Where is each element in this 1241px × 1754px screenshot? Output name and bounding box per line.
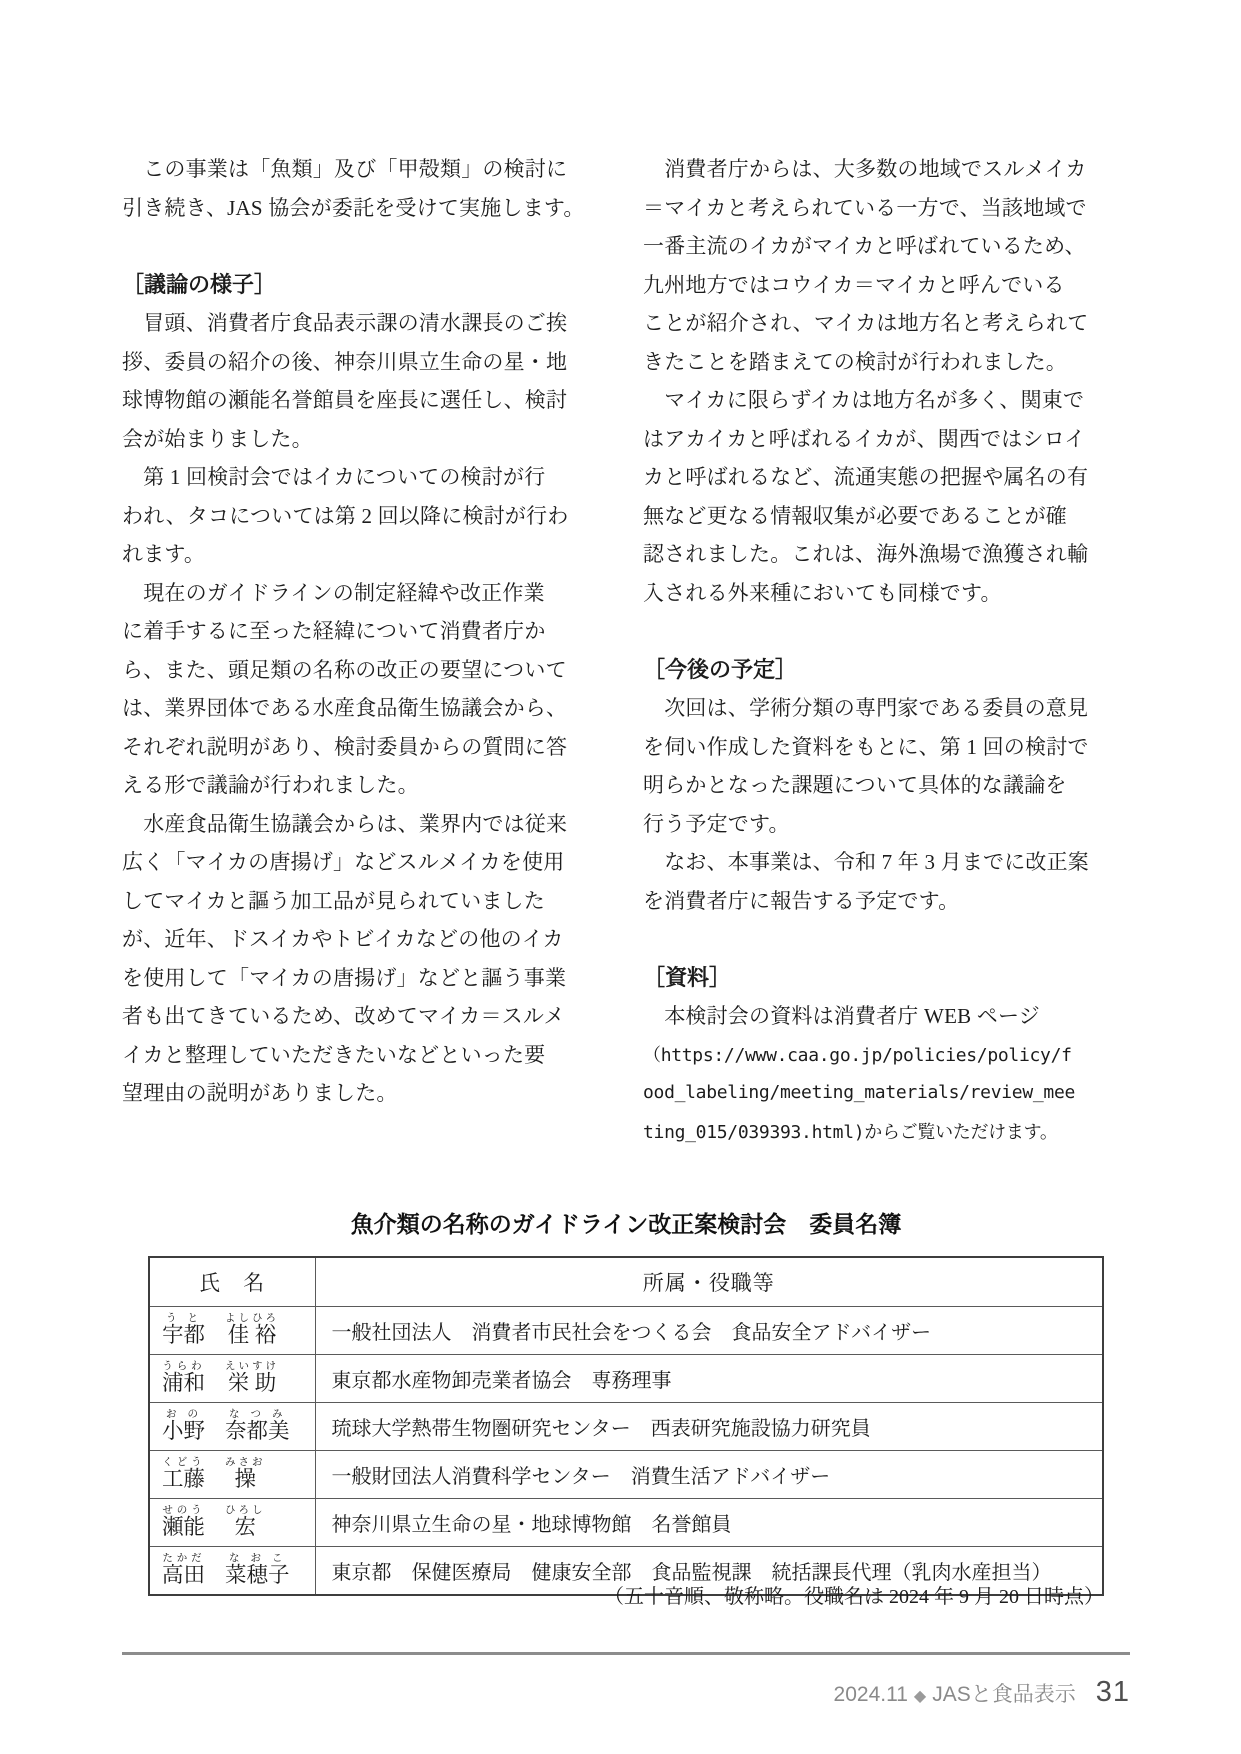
member-affiliation: 一般財団法人消費科学センター 消費生活アドバイザー xyxy=(315,1451,1103,1499)
name-with-furigana xyxy=(225,1504,266,1539)
member-affiliation: 一般社団法人 消費者市民社会をつくる会 食品安全アドバイザー xyxy=(315,1307,1103,1355)
name-furigana: みさお xyxy=(225,1456,266,1468)
text-column-right xyxy=(643,149,1088,1150)
text-line: はアカイカと呼ばれるイカが、関西ではシロイ xyxy=(643,426,1086,451)
table-header-row xyxy=(149,1257,1103,1307)
header-name: 氏 名 xyxy=(149,1257,315,1307)
text-line: 一番主流のイカがマイカと呼ばれているため、 xyxy=(643,234,1086,259)
table-row xyxy=(149,1355,1103,1403)
name-furigana: ひろし xyxy=(225,1504,266,1516)
name-with-furigana xyxy=(162,1360,206,1395)
text-line: それぞれ説明があり、検討委員からの質問に答 xyxy=(122,734,568,759)
text-line: 本検討会の資料は消費者庁 WEB ページ xyxy=(643,1004,1040,1029)
name-with-furigana xyxy=(162,1504,206,1539)
text-line: 拶、委員の紹介の後、神奈川県立生命の星・地 xyxy=(122,349,568,374)
page-footer xyxy=(122,1676,1130,1709)
members-table-body xyxy=(149,1307,1103,1596)
text-line: 行う予定です。 xyxy=(643,811,790,836)
text-line: 水産食品衛生協議会からは、業界内では従来 xyxy=(122,811,568,836)
footer-publication: JASと食品表示 xyxy=(932,1683,1076,1706)
text-line: を使用して「マイカの唐揚げ」などと謳う事業 xyxy=(122,965,567,990)
name-kanji: 工藤 xyxy=(162,1466,206,1491)
name-kanji: 栄助 xyxy=(225,1370,279,1395)
text-column-left xyxy=(122,149,585,1112)
name-furigana: なつみ xyxy=(225,1408,290,1420)
name-with-furigana xyxy=(225,1312,280,1347)
name-kanji: 瀬能 xyxy=(162,1514,206,1539)
text-line: マイカに限らずイカは地方名が多く、関東で xyxy=(643,388,1085,413)
member-name xyxy=(149,1403,315,1451)
text-line: 無など更なる情報収集が必要であることが確 xyxy=(643,503,1067,528)
text-line: なお、本事業は、令和 7 年 3 月までに改正案 xyxy=(643,850,1089,875)
text-line: われ、タコについては第 2 回以降に検討が行わ xyxy=(122,503,569,528)
blank-line xyxy=(643,919,1088,958)
text-line: 者も出てきているため、改めてマイカ＝スルメ xyxy=(122,1004,565,1029)
member-name xyxy=(149,1451,315,1499)
name-kanji: 宏 xyxy=(225,1514,266,1539)
name-kanji: 佳裕 xyxy=(225,1322,279,1347)
member-name xyxy=(149,1499,315,1547)
footer-rule xyxy=(122,1652,1130,1655)
name-kanji: 菜穂子 xyxy=(225,1562,290,1587)
text-line: 入される外来種においても同様です。 xyxy=(643,580,1002,605)
text-line: 冒頭、消費者庁食品表示課の清水課長のご挨 xyxy=(122,311,568,336)
table-row xyxy=(149,1499,1103,1547)
text-line: してマイカと謳う加工品が見られていました xyxy=(122,888,545,913)
table-row xyxy=(149,1307,1103,1355)
text-line: を消費者庁に報告する予定です。 xyxy=(643,888,960,913)
text-line: 九州地方ではコウイカ＝マイカと呼んでいる xyxy=(643,272,1065,297)
table-row xyxy=(149,1403,1103,1451)
name-kanji: 小野 xyxy=(162,1418,206,1443)
text-line: 認されました。これは、海外漁場で漁獲され輸 xyxy=(643,542,1089,567)
table-row xyxy=(149,1451,1103,1499)
text-line: 現在のガイドラインの制定経緯や改正作業 xyxy=(122,580,545,605)
text-line: に着手するに至った経緯について消費者庁か xyxy=(122,619,546,644)
name-kanji: 高田 xyxy=(162,1562,206,1587)
text-line: は、業界団体である水産食品衛生協議会から、 xyxy=(122,696,568,721)
name-with-furigana xyxy=(225,1408,290,1443)
text-line: 広く「マイカの唐揚げ」などスルメイカを使用 xyxy=(122,850,565,875)
member-affiliation: 琉球大学熱帯生物圏研究センター 西表研究施設協力研究員 xyxy=(315,1403,1103,1451)
text-line: ting_015/039393.html)からご覧いただけます。 xyxy=(643,1121,1058,1143)
section-heading: ［議論の様子］ xyxy=(122,272,277,298)
member-affiliation: 東京都 保健医療局 健康安全部 食品監視課 統括課長代理（乳肉水産担当） xyxy=(315,1547,1103,1596)
member-name xyxy=(149,1307,315,1355)
member-affiliation: 東京都水産物卸売業者協会 専務理事 xyxy=(315,1355,1103,1403)
diamond-icon: ◆ xyxy=(913,1688,927,1705)
text-line: 明らかとなった課題について具体的な議論を xyxy=(643,773,1067,798)
name-with-furigana xyxy=(162,1456,206,1491)
text-line: この事業は「魚類」及び「甲殻類」の検討に xyxy=(122,157,568,182)
name-furigana: うらわ xyxy=(162,1360,205,1372)
text-line: イカと整理していただきたいなどといった要 xyxy=(122,1042,546,1067)
text-line: 球博物館の瀬能名誉館員を座長に選任し、検討 xyxy=(122,388,568,413)
text-line: ＝マイカと考えられている一方で、当該地域で xyxy=(643,195,1087,220)
text-line: 会が始まりました。 xyxy=(122,426,313,451)
text-line: 第 1 回検討会ではイカについての検討が行 xyxy=(122,465,546,490)
name-with-furigana xyxy=(225,1456,266,1491)
text-line: 消費者庁からは、大多数の地域でスルメイカ xyxy=(643,157,1087,182)
text-line: ood_labeling/meeting_materials/review_mee xyxy=(643,1081,1076,1103)
committee-members-table xyxy=(148,1256,1104,1596)
name-furigana: おの xyxy=(162,1408,206,1420)
text-line: える形で議論が行われました。 xyxy=(122,773,419,798)
footer-issue: 2024.11 xyxy=(833,1683,908,1706)
blank-line xyxy=(122,226,567,265)
member-name xyxy=(149,1355,315,1403)
header-affiliation: 所属・役職等 xyxy=(315,1257,1103,1307)
text-line: 望理由の説明がありました。 xyxy=(122,1081,398,1106)
text-line: きたことを踏まえての検討が行われました。 xyxy=(643,349,1067,374)
name-kanji: 操 xyxy=(225,1466,266,1491)
text-line: が、近年、ドスイカやトビイカなどの他のイカ xyxy=(122,927,564,952)
text-line: ことが紹介され、マイカは地方名と考えられて xyxy=(643,311,1089,336)
text-line: ら、また、頭足類の名称の改正の要望について xyxy=(122,657,567,682)
name-furigana: せのう xyxy=(162,1504,205,1516)
name-furigana: よしひろ xyxy=(225,1312,280,1324)
text-line: を伺い作成した資料をもとに、第 1 回の検討で xyxy=(643,734,1089,759)
page-number: 31 xyxy=(1095,1676,1130,1708)
section-heading: ［今後の予定］ xyxy=(643,657,798,683)
name-kanji: 奈都美 xyxy=(225,1418,290,1443)
name-kanji: 宇都 xyxy=(162,1322,206,1347)
text-line: 次回は、学術分類の専門家である委員の意見 xyxy=(643,696,1089,721)
section-heading: ［資料］ xyxy=(643,965,732,991)
name-with-furigana xyxy=(162,1312,206,1347)
name-furigana: くどう xyxy=(162,1456,205,1468)
table-note: （五十音順、敬称略。役職名は 2024 年 9 月 20 日時点） xyxy=(604,1586,1104,1608)
name-furigana: なおこ xyxy=(225,1552,290,1564)
text-line: 引き続き、JAS 協会が委託を受けて実施します。 xyxy=(122,195,585,220)
blank-line xyxy=(643,611,1088,650)
name-with-furigana xyxy=(225,1360,280,1395)
text-line: （https://www.caa.go.jp/policies/policy/f xyxy=(643,1044,1072,1066)
member-affiliation: 神奈川県立生命の星・地球博物館 名誉館員 xyxy=(315,1499,1103,1547)
table-title: 魚介類の名称のガイドライン改正案検討会 委員名簿 xyxy=(350,1211,902,1237)
text-line: カと呼ばれるなど、流通実態の把握や属名の有 xyxy=(643,465,1089,490)
text-line: れます。 xyxy=(122,542,206,567)
name-furigana: うと xyxy=(162,1312,206,1324)
name-kanji: 浦和 xyxy=(162,1370,206,1395)
name-furigana: えいすけ xyxy=(225,1360,280,1372)
name-with-furigana xyxy=(162,1408,206,1443)
name-furigana: たかだ xyxy=(162,1552,205,1564)
